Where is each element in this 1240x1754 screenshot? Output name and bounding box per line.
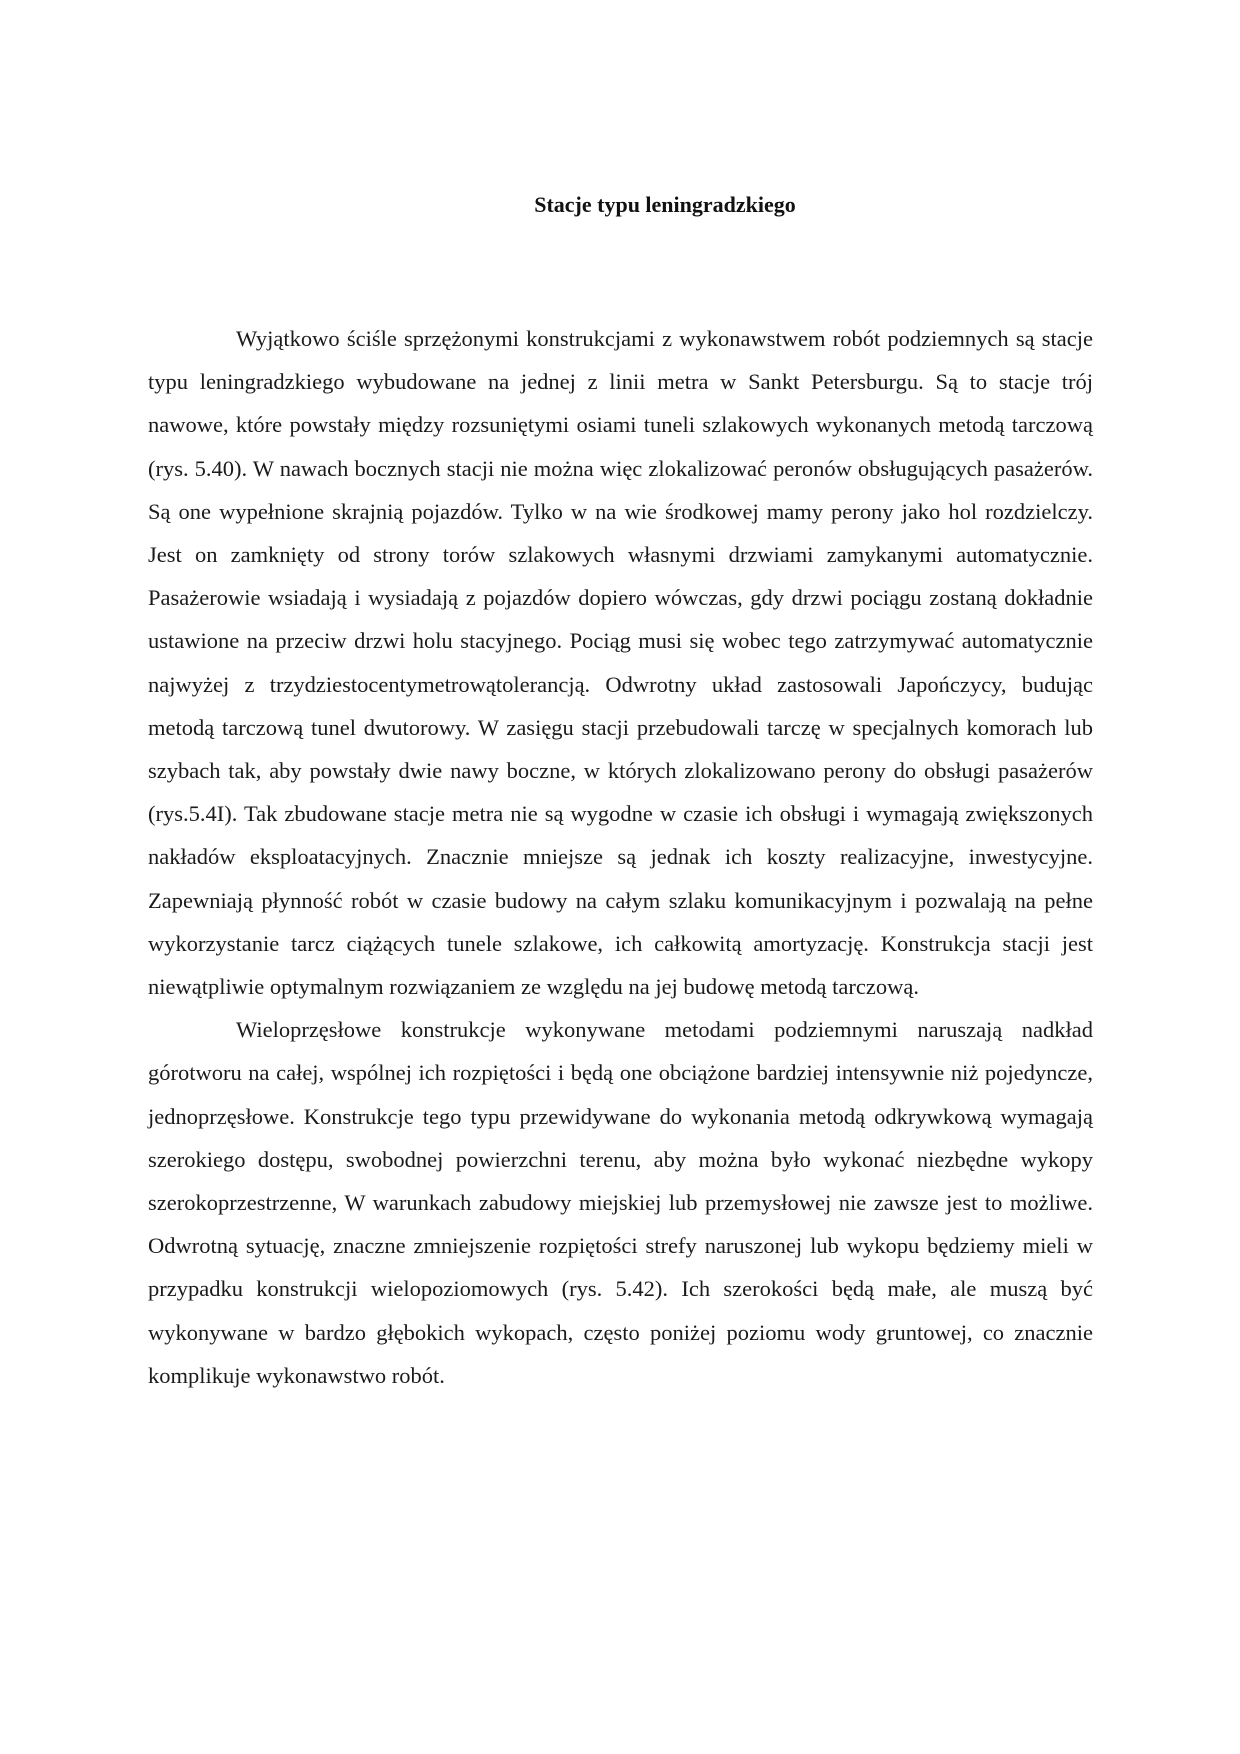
paragraph-multispan-structures: Wieloprzęsłowe konstrukcje wykonywane metodami podziemnymi naruszają nadkład górotworu na całej, wspólnej ich rozpiętości i będą one obciążone bardziej intensywnie niż pojedyncze, jednoprzęsłowe. Konstrukcje tego typu przewidywane do wykonania metodą odkrywkową wymagają szerokiego dostępu, swobodnej powierzchni terenu, aby można było wykonać niezbędne wykopy szerokoprzestrzenne, W warunkach zabudowy miejskiej lub przemysłowej nie zawsze jest to możliwe. Odwrotną sytuację, znaczne zmniejszenie rozpiętości strefy naruszonej lub wykopu będziemy mieli w przypadku konstrukcji wielopoziomowych (rys. 5.42). Ich szerokości będą małe, ale muszą być wykonywane w bardzo głębokich wykopach, często poniżej poziomu wody gruntowej, co znacznie komplikuje wykonawstwo robót. [148,1017,1093,1388]
document-title: Stacje typu leningradzkiego [534,192,796,217]
paragraph-leningrad-stations: Wyjątkowo ściśle sprzężonymi konstrukcjami z wykonawstwem robót podziemnych są stacje typu leningradzkiego wybudowane na jednej z linii metra w Sankt Petersburgu. Są to stacje trój nawowe, które powstały między rozsuniętymi osiami tuneli szlakowych wykonanych metodą tarczową (rys. 5.40). W nawach bocznych stacji nie można więc zlokalizować peronów obsługujących pasażerów. Są one wypełnione skrajnią pojazdów. Tylko w na wie środkowej mamy perony jako hol rozdzielczy. Jest on zamknięty od strony torów szlakowych własnymi drzwiami zamykanymi automatycznie. Pasażerowie wsiadają i wysiadają z pojazdów dopiero wówczas, gdy drzwi pociągu zostaną dokładnie ustawione na przeciw drzwi holu stacyjnego. Pociąg musi się wobec tego zatrzymywać automatycznie najwyżej z trzydziestocentymetrowątolerancją. Odwrotny układ zastosowali Japończycy, budując metodą tarczową tunel dwutorowy. W zasięgu stacji przebudowali tarczę w specjalnych komorach lub szybach tak, aby powstały dwie nawy boczne, w których zlokalizowano perony do obsługi pasażerów (rys.5.4I). Tak zbudowane stacje metra nie są wygodne w czasie ich obsługi i wymagają zwiększonych nakładów eksploatacyjnych. Znacznie mniejsze są jednak ich koszty realizacyjne, inwestycyjne. Zapewniają płynność robót w czasie budowy na całym szlaku komunikacyjnym i pozwalają na pełne wykorzystanie tarcz ciążących tunele szlakowe, ich całkowitą amortyzację. Konstrukcja stacji jest niewątpliwie optymalnym rozwiązaniem ze względu na jej budowę metodą tarczową. [148,326,1093,1000]
document-body [148,317,1093,1397]
